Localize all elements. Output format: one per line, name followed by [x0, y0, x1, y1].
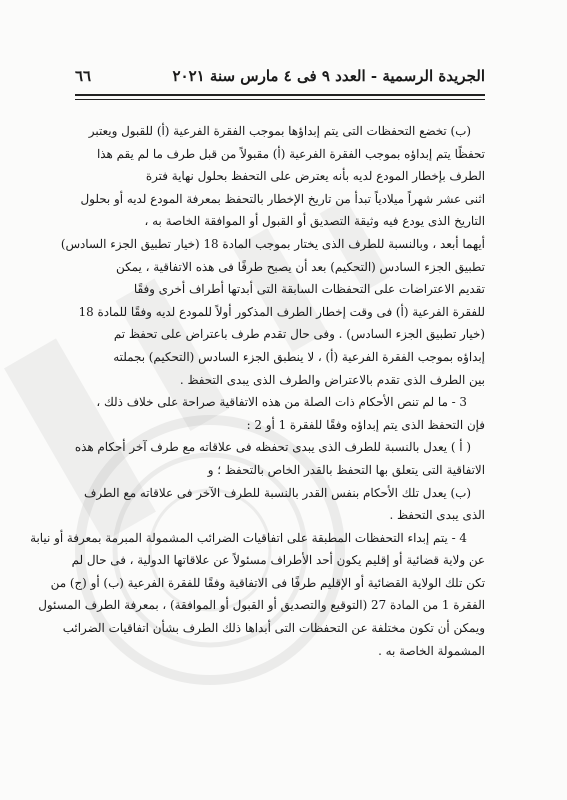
page-number: ٦٦	[75, 67, 92, 85]
text-line: تقديم الاعتراضات على التحفظات السابقة التى أبدتها أطراف أخرى وفقًا	[133, 282, 485, 297]
text-line: عن ولاية قضائية أو إقليم يكون أحد الأطراف مسئولاً عن علاقاتها الدولية ، فى حال لم	[71, 553, 485, 568]
text-line: (خيار تطبيق الجزء السادس) . وفى حال تقدم طرف باعتراض على تحفظ تم	[113, 327, 485, 342]
text-line: الاتفاقية التى يتعلق بها التحفظ بالقدر الخاص بالتحفظ ؛ و	[207, 462, 485, 477]
page-header	[75, 64, 485, 88]
header-rule-thin	[75, 99, 485, 100]
text-line: تكن تلك الولاية القضائية أو الإقليم طرفًا فى الاتفاقية وفقًا للفقرة الفرعية (ب) أو (ج) من	[50, 575, 485, 590]
text-line: 3 - ما لم تنص الأحكام ذات الصلة من هذه الاتفاقية صراحة على خلاف ذلك ،	[96, 395, 467, 410]
text-line: (ب) يعدل تلك الأحكام بنفس القدر بالنسبة للطرف الآخر فى علاقاته مع الطرف	[84, 485, 471, 500]
text-line: فإن التحفظ الذى يتم إبداؤه وفقًا للفقرة 1 أو 2 :	[246, 417, 485, 432]
text-line: إبداؤه بموجب الفقرة الفرعية (أ) ، لا ينطبق الجزء السادس (التحكيم) بجملته	[113, 349, 485, 364]
text-line: اثنى عشر شهراً ميلادياً تبدأ من تاريخ الإخطار بالتحفظ بمعرفة المودع لديه أو بحلول	[80, 191, 485, 206]
text-line: ( أ ) يعدل بالنسبة للطرف الذى يبدى تحفظه فى علاقاته مع طرف آخر أحكام هذه	[74, 440, 471, 455]
text-line: أيهما أبعد ، وبالنسبة للطرف الذى يختار بموجب المادة 18 (خيار تطبيق الجزء السادس)	[60, 236, 485, 251]
text-line: تطبيق الجزء السادس (التحكيم) بعد أن يصبح طرفًا فى هذه الاتفاقية ، يمكن	[116, 259, 485, 274]
text-line: التاريخ الذى يودع فيه وثيقة التصديق أو القبول أو الموافقة الخاصة به ،	[144, 214, 485, 229]
text-line: 4 - يتم إبداء التحفظات المطبقة على اتفاقيات الضرائب المشمولة المبرمة بمعرفة أو نيابة	[30, 530, 467, 545]
text-line: (ب) تخضع التحفظات التى يتم إبداؤها بموجب الفقرة الفرعية (أ) للقبول ويعتبر	[88, 124, 471, 138]
header-title: الجريدة الرسمية - العدد ٩ فى ٤ مارس سنة ٢٠٢١	[172, 67, 485, 85]
header-rule-thick	[75, 94, 485, 96]
text-line: الطرف بإخطار المودع لديه بأنه يعترض على التحفظ بحلول نهاية فترة	[145, 169, 485, 184]
text-line: للفقرة الفرعية (أ) فى وقت إخطار الطرف المذكور أولاً للمودع لديه وفقًا للمادة 18	[78, 304, 485, 319]
text-line: بين الطرف الذى تقدم بالاعتراض والطرف الذى يبدى التحفظ .	[179, 372, 485, 387]
text-line: ويمكن أن تكون مختلفة عن التحفظات التى أبداها ذلك الطرف بشأن اتفاقيات الضرائب	[62, 621, 485, 636]
document-body	[30, 120, 485, 662]
text-line: الذى يبدى التحفظ .	[389, 508, 485, 523]
text-line: الفقرة 1 من المادة 27 (التوقيع والتصديق أو القبول أو الموافقة) ، بمعرفة الطرف المسئول	[38, 598, 485, 613]
text-line: تحفظًا يتم إبداؤه بموجب الفقرة الفرعية (أ) مقبولاً من قبل طرف ما لم يقم هذا	[96, 146, 485, 161]
text-line: المشمولة الخاصة به .	[378, 643, 485, 658]
